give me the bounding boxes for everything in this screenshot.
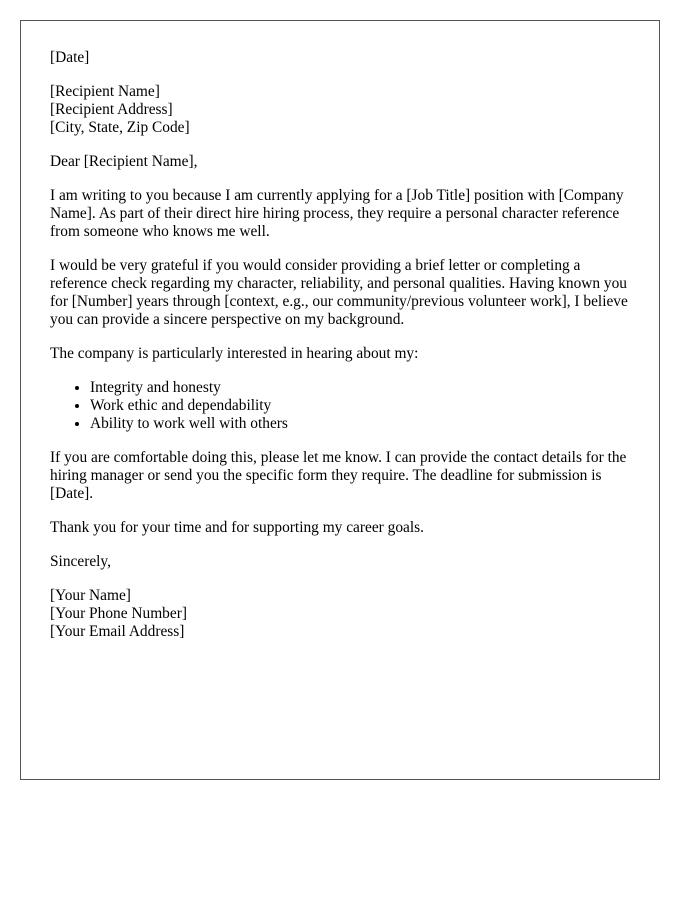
paragraph-thanks: Thank you for your time and for supporting my career goals.	[50, 519, 424, 536]
recipient-block	[50, 83, 640, 137]
recipient-name: [Recipient Name]	[50, 83, 160, 100]
list-item: • Work ethic and dependability	[90, 397, 640, 415]
paragraph-intro: I am writing to you because I am currently applying for a [Job Title] position with [Company Name]. As part of their direct hire hiring process, they require a personal character reference from someone who knows me well.	[50, 187, 624, 240]
salutation: Dear [Recipient Name],	[50, 153, 198, 170]
recipient-city-state-zip: [City, State, Zip Code]	[50, 119, 190, 136]
recipient-address: [Recipient Address]	[50, 101, 173, 118]
paragraph-request: I would be very grateful if you would consider providing a brief letter or completing a reference check regarding my character, reliability, and personal qualities. Having known you for [Number] years through [context, e.g., our community/previous volunteer work], I believe you can provide a sincere perspective on my background.	[50, 257, 628, 328]
letter-body	[50, 49, 640, 657]
paragraph-details: If you are comfortable doing this, please let me know. I can provide the contact details for the hiring manager or send you the specific form they require. The deadline for submission is [Date].	[50, 449, 627, 502]
closing: Sincerely,	[50, 553, 111, 570]
sender-name: [Your Name]	[50, 587, 131, 604]
sender-email: [Your Email Address]	[50, 623, 185, 640]
list-item: • Ability to work well with others	[90, 415, 640, 433]
list-intro: The company is particularly interested in hearing about my:	[50, 345, 419, 362]
letter-date: [Date]	[50, 49, 90, 66]
sender-block	[50, 587, 640, 641]
sender-phone: [Your Phone Number]	[50, 605, 187, 622]
list-item: • Integrity and honesty	[90, 379, 640, 397]
qualities-list	[50, 379, 640, 433]
letter-page	[20, 20, 660, 780]
